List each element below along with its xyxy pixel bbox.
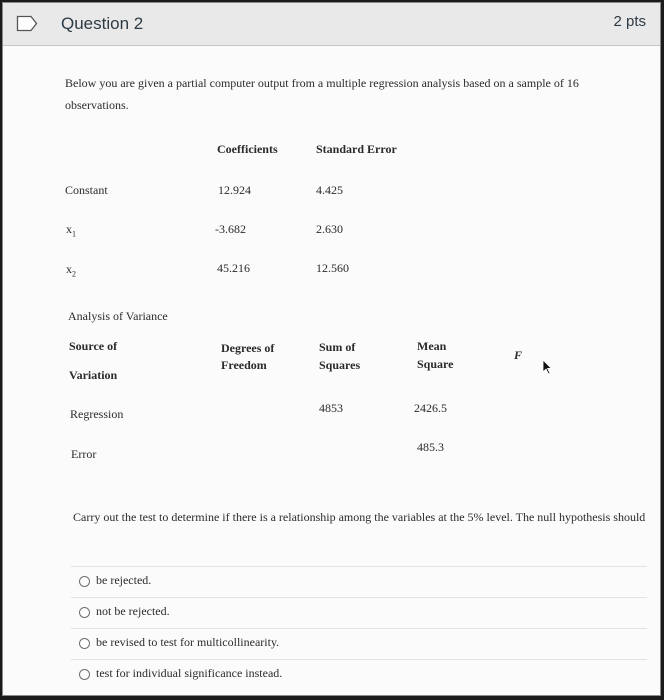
question-points: 2 pts — [613, 13, 646, 30]
answer-option-2[interactable] — [71, 597, 647, 628]
col-coefficients: Coefficients — [217, 142, 278, 156]
anova-col-f: F — [514, 348, 523, 362]
anova-row-error-ms: 485.3 — [417, 440, 444, 454]
answer-option-label: be revised to test for multicollinearity. — [96, 635, 280, 649]
question-intro: Below you are given a partial computer output from a multiple regression analysis based on a sample of 16 observations. — [65, 76, 579, 112]
anova-col-ms-l1: Mean — [417, 339, 447, 353]
answer-option-3[interactable] — [71, 628, 647, 659]
row-constant-se: 4.425 — [316, 183, 343, 197]
anova-heading: Analysis of Variance — [68, 309, 168, 323]
question-header — [3, 3, 660, 46]
flag-question-icon[interactable] — [16, 15, 38, 32]
radio-button[interactable] — [79, 607, 90, 618]
row-constant-label: Constant — [65, 183, 108, 197]
answer-option-label: be rejected. — [96, 573, 152, 587]
anova-col-ss-l2: Squares — [319, 358, 361, 372]
anova-col-df-l1: Degrees of — [221, 341, 275, 355]
answer-option-label: test for individual significance instead. — [96, 666, 283, 680]
row-x2-se: 12.560 — [316, 261, 349, 275]
anova-col-ms-l2: Square — [417, 357, 454, 371]
row-x1-coef: -3.682 — [215, 222, 246, 236]
anova-col-source-l2: Variation — [69, 368, 118, 382]
mouse-pointer-icon — [542, 359, 552, 375]
anova-row-regression-ss: 4853 — [319, 401, 343, 415]
anova-col-source-l1: Source of — [69, 339, 118, 353]
row-x2-label: $x_2$ — [66, 262, 76, 279]
col-standard-error: Standard Error — [316, 142, 397, 156]
radio-button[interactable] — [79, 638, 90, 649]
question-title: Question 2 — [61, 14, 144, 33]
question-stem: Carry out the test to determine if there is a relationship among the variables at the 5% level. The null hypothesis should — [73, 510, 646, 524]
answer-option-4[interactable] — [71, 659, 647, 690]
anova-row-regression-label: Regression — [70, 407, 124, 421]
radio-button[interactable] — [79, 669, 90, 680]
answer-option-label: not be rejected. — [96, 604, 170, 618]
answer-option-1[interactable] — [71, 566, 647, 597]
row-x1-label: $x_1$ — [66, 222, 76, 239]
anova-row-regression-ms: 2426.5 — [414, 401, 447, 415]
anova-col-df-l2: Freedom — [221, 358, 267, 372]
question-card — [2, 2, 661, 696]
radio-button[interactable] — [79, 576, 90, 587]
row-x2-coef: 45.216 — [217, 261, 250, 275]
anova-col-ss-l1: Sum of — [319, 340, 356, 354]
row-constant-coef: 12.924 — [218, 183, 251, 197]
row-x1-se: 2.630 — [316, 222, 343, 236]
anova-row-error-label: Error — [71, 447, 97, 461]
